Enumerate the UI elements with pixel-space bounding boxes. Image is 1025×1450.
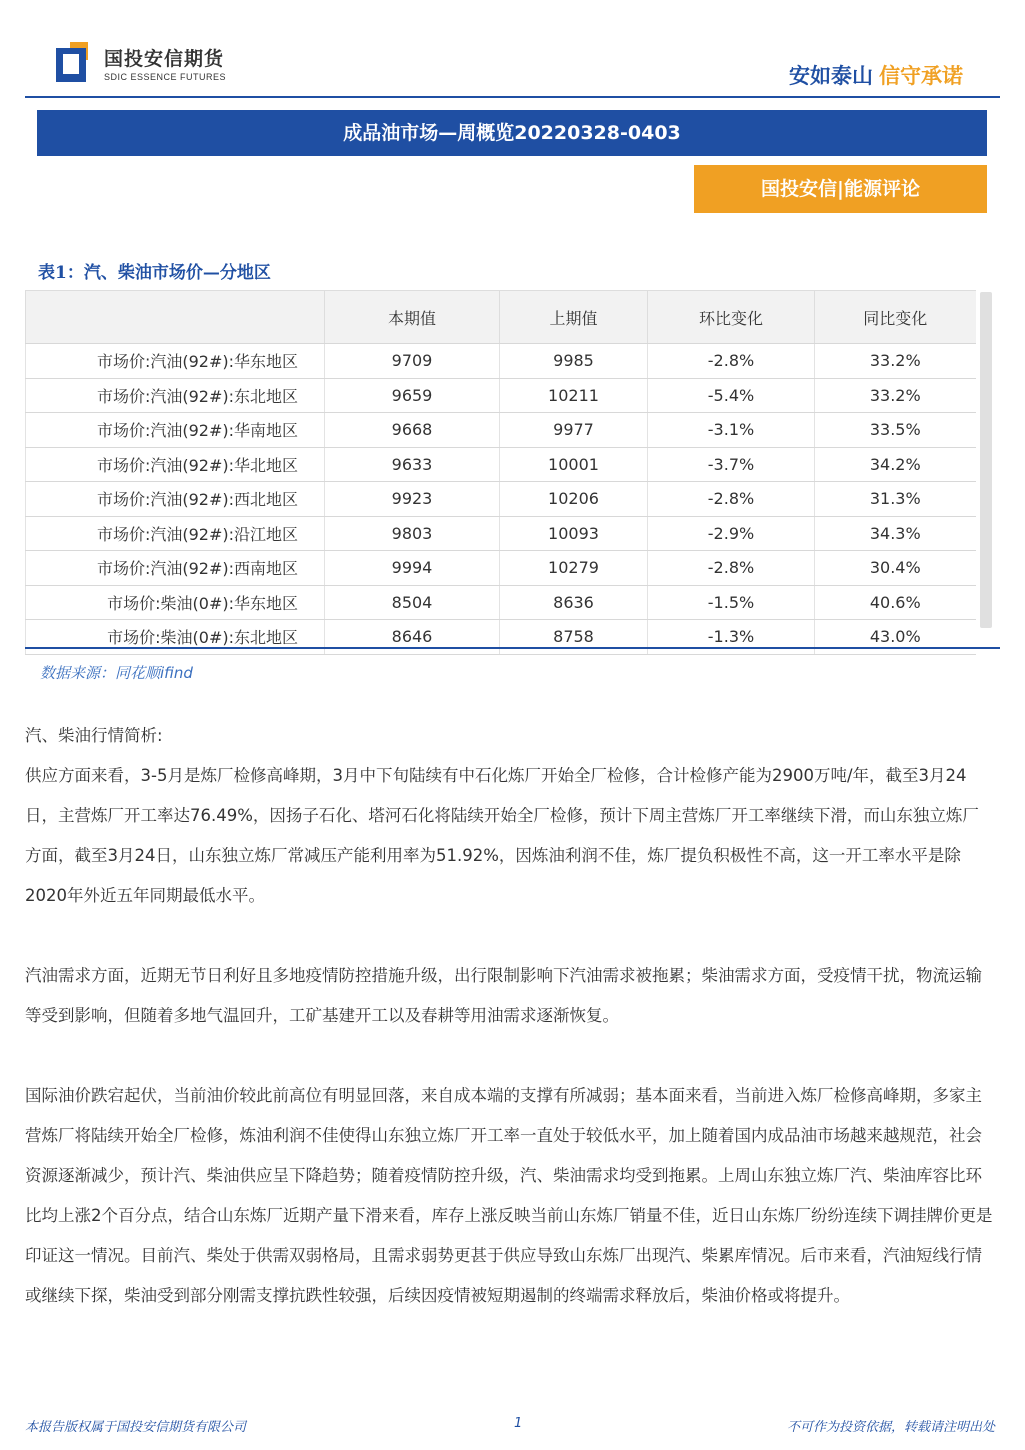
table-row [26,551,976,586]
row-label-cell: 市场价:汽油(92#):沿江地区 [26,516,325,551]
table-row [26,447,976,482]
value-cell: -2.8% [648,551,815,586]
table-header-row [26,291,976,344]
value-cell: -2.8% [648,344,815,379]
table-header-cell: 同比变化 [815,291,976,344]
header-divider [25,96,1000,98]
price-table [25,290,976,655]
value-cell: 10001 [500,447,648,482]
value-cell: 31.3% [815,482,976,517]
analysis-title: 汽、柴油行情简析: [25,726,163,745]
table-header-cell [26,291,325,344]
table-scrollbar[interactable] [980,292,992,628]
report-title: 成品油市场—周概览20220328-0403 [37,110,987,156]
value-cell: 9977 [500,413,648,448]
value-cell: -2.8% [648,482,815,517]
slogan-part1: 安如泰山 [789,64,873,88]
value-cell: -2.9% [648,516,815,551]
value-cell: 9985 [500,344,648,379]
value-cell: 33.2% [815,344,976,379]
table-header-cell: 上期值 [500,291,648,344]
logo-chinese-name: 国投安信期货 [104,48,225,70]
data-source: 数据来源：同花顺ifind [40,664,193,682]
row-label-cell: 市场价:汽油(92#):西北地区 [26,482,325,517]
value-cell: -3.1% [648,413,815,448]
value-cell: 9633 [325,447,500,482]
row-label-cell: 市场价:汽油(92#):西南地区 [26,551,325,586]
value-cell: 8646 [325,620,500,655]
analysis-paragraph-supply: 供应方面来看，3-5月是炼厂检修高峰期，3月中下旬陆续有中石化炼厂开始全厂检修，合计检修产能为2900万吨/年，截至3月24日，主营炼厂开工率达76.49%，因扬子石化、塔河石化将陆续开始全厂检修，预计下周主营炼厂开工率继续下滑，而山东独立炼厂方面，截至3月24日，山东独立炼厂常减压产能利用率为51.92%，因炼油利润不佳，炼厂提负积极性不高，这一开工率水平是除2020年外近五年同期最低水平。 [25,766,979,905]
table-row [26,516,976,551]
value-cell: 8758 [500,620,648,655]
value-cell: 33.2% [815,378,976,413]
value-cell: -1.3% [648,620,815,655]
company-logo [56,42,232,88]
analysis-paragraph-outlook: 国际油价跌宕起伏，当前油价较此前高位有明显回落，来自成本端的支撑有所减弱；基本面来看，当前进入炼厂检修高峰期，多家主营炼厂将陆续开始全厂检修，炼油利润不佳使得山东独立炼厂开工率一直处于较低水平，加上随着国内成品油市场越来越规范，社会资源逐渐减少，预计汽、柴油供应呈下降趋势；随着疫情防控升级，汽、柴油需求均受到拖累。上周山东独立炼厂汽、柴油库容比环比均上涨2个百分点，结合山东炼厂近期产量下滑来看，库存上涨反映当前山东炼厂销量不佳，近日山东炼厂纷纷连续下调挂牌价更是印证这一情况。目前汽、柴处于供需双弱格局，且需求弱势更甚于供应导致山东炼厂出现汽、柴累库情况。后市来看，汽油短线行情或继续下探，柴油受到部分刚需支撑抗跌性较强，后续因疫情被短期遏制的终端需求释放后，柴油价格或将提升。 [25,1086,993,1305]
table-caption: 表1：汽、柴油市场价—分地区 [38,263,271,283]
value-cell: -1.5% [648,585,815,620]
value-cell: 10211 [500,378,648,413]
row-label-cell: 市场价:汽油(92#):华南地区 [26,413,325,448]
value-cell: 43.0% [815,620,976,655]
table-row [26,413,976,448]
page-number: 1 [514,1416,523,1431]
analysis-paragraph-demand: 汽油需求方面，近期无节日利好且多地疫情防控措施升级，出行限制影响下汽油需求被拖累；柴油需求方面，受疫情干扰，物流运输等受到影响，但随着多地气温回升，工矿基建开工以及春耕等用油需求逐渐恢复。 [25,966,982,1025]
table-row [26,585,976,620]
footer-disclaimer: 不可作为投资依据，转载请注明出处 [786,1420,995,1435]
table-row [26,378,976,413]
value-cell: 9668 [325,413,500,448]
value-cell: -5.4% [648,378,815,413]
value-cell: 8636 [500,585,648,620]
value-cell: 9659 [325,378,500,413]
value-cell: 9709 [325,344,500,379]
row-label-cell: 市场价:汽油(92#):东北地区 [26,378,325,413]
value-cell: 9803 [325,516,500,551]
logo-english-name: SDIC ESSENCE FUTURES [104,72,227,82]
row-label-cell: 市场价:柴油(0#):华东地区 [26,585,325,620]
value-cell: 34.3% [815,516,976,551]
slogan [789,60,963,90]
value-cell: -3.7% [648,447,815,482]
row-label-cell: 市场价:汽油(92#):华东地区 [26,344,325,379]
value-cell: 8504 [325,585,500,620]
value-cell: 9923 [325,482,500,517]
value-cell: 33.5% [815,413,976,448]
row-label-cell: 市场价:汽油(92#):华北地区 [26,447,325,482]
value-cell: 40.6% [815,585,976,620]
value-cell: 10279 [500,551,648,586]
value-cell: 34.2% [815,447,976,482]
footer-copyright: 本报告版权属于国投安信期货有限公司 [25,1420,247,1435]
table-row [26,344,976,379]
value-cell: 30.4% [815,551,976,586]
table-row [26,482,976,517]
value-cell: 10093 [500,516,648,551]
table-header-cell: 环比变化 [648,291,815,344]
value-cell: 9994 [325,551,500,586]
value-cell: 10206 [500,482,648,517]
table-bottom-divider [25,647,1000,649]
price-table-container [25,290,992,648]
table-header-cell: 本期值 [325,291,500,344]
logo-mark-icon [56,42,96,82]
report-tag: 国投安信|能源评论 [694,165,987,213]
slogan-part2: 信守承诺 [879,64,963,88]
row-label-cell: 市场价:柴油(0#):东北地区 [26,620,325,655]
